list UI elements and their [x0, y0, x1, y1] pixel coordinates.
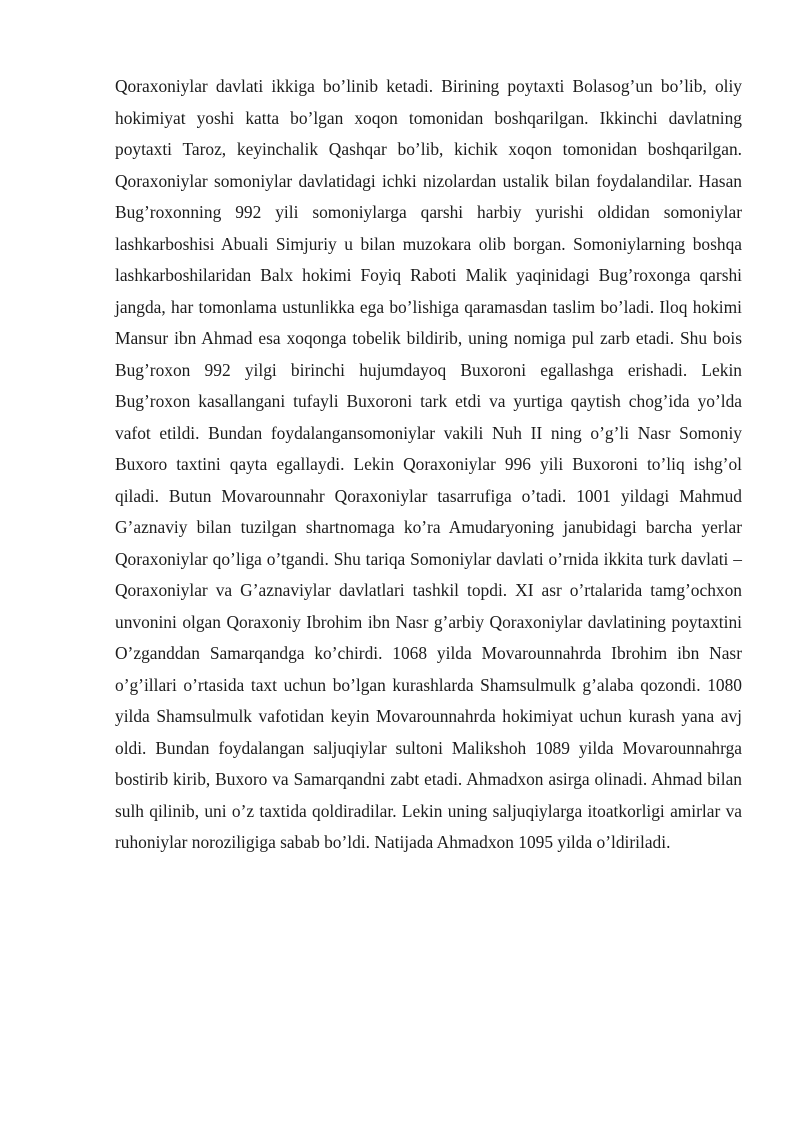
body-paragraph: Qoraxoniylar davlati ikkiga bo’linib ketadi. Birining poytaxti Bolasog’un bo’lib, oliy hokimiyat yoshi katta bo’lgan xoqon tomonidan boshqarilgan. Ikkinchi davlatning poytaxti Taroz, keyinchalik Qashqar bo’lib, kichik xoqon tomonidan boshqarilgan. Qoraxoniylar somoniylar davlatidagi ichki nizolardan ustalik bilan foydalandilar. Hasan Bug’roxonning 992 yili somoniylarga qarshi harbiy yurishi oldidan somoniylar lashkarboshisi Abuali Simjuriy u bilan muzokara olib borgan. Somoniylarning boshqa lashkarboshilaridan Balx hokimi Foyiq Raboti Malik yaqinidagi Bug’roxonga qarshi jangda, har tomonlama ustunlikka ega bo’lishiga qaramasdan taslim bo’ladi. Iloq hokimi Mansur ibn Ahmad esa xoqonga tobelik bildirib, uning nomiga pul zarb etadi. Shu bois Bug’roxon 992 yilgi birinchi hujumdayoq Buxoroni egallashga erishadi. Lekin Bug’roxon kasallangani tufayli Buxoroni tark etdi va yurtiga qaytish chog’ida yo’lda vafot etildi. Bundan foydalangansomoniylar vakili Nuh II ning o’g’li Nasr Somoniy Buxoro taxtini qayta egallaydi. Lekin Qoraxoniylar 996 yili Buxoroni to’liq ishg’ol qiladi. Butun Movarounnahr Qoraxoniylar tasarrufiga o’tadi. 1001 yildagi Mahmud G’aznaviy bilan tuzilgan shartnomaga ko’ra Amudaryoning janubidagi barcha yerlar Qoraxoniylar qo’liga o’tgandi. Shu tariqa Somoniylar davlati o’rnida ikkita turk davlati – Qoraxoniylar va G’aznaviylar davlatlari tashkil topdi. XI asr o’rtalarida tamg’ochxon unvonini olgan Qoraxoniy Ibrohim ibn Nasr g’arbiy Qoraxoniylar davlatining poytaxtini O’zganddan Samarqandga ko’chirdi. 1068 yilda Movarounnahrda Ibrohim ibn Nasr o’g’illari o’rtasida taxt uchun bo’lgan kurashlarda Shamsulmulk g’alaba qozondi. 1080 yilda Shamsulmulk vafotidan keyin Movarounnahrda hokimiyat uchun kurash yana avj oldi. Bundan foydalangan saljuqiylar sultoni Malikshoh 1089 yilda Movarounnahrga bostirib kirib, Buxoro va Samarqandni zabt etadi. Ahmadxon asirga olinadi. Ahmad bilan sulh qilinib, uni o’z taxtida qoldiradilar. Lekin uning saljuqiylarga itoatkorligi amirlar va ruhoniylar noroziligiga sabab bo’ldi. Natijada Ahmadxon 1095 yilda o’ldiriladi. [115, 76, 742, 852]
document-body [115, 71, 742, 859]
